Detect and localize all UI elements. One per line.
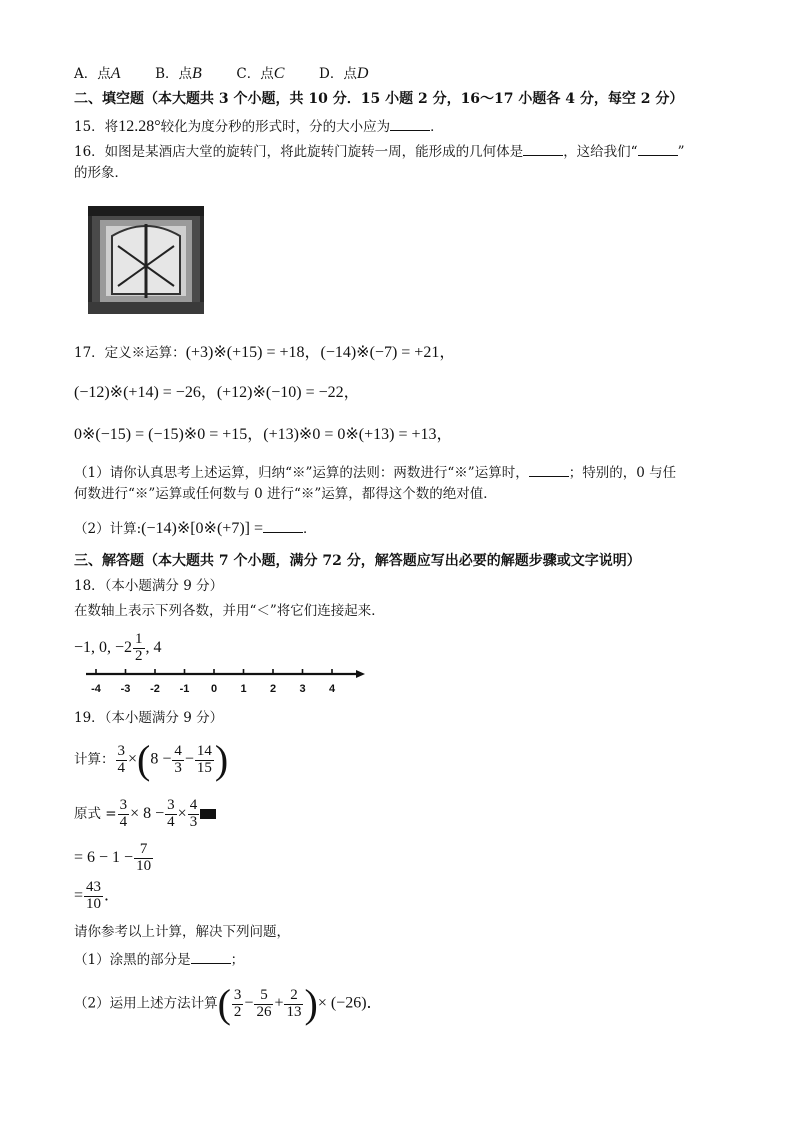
q19-expression: 计算： $\frac{3}{4}$ ×(8 − $\frac{4}{3}$ − $\frac{14}{15}$ ) — [74, 737, 229, 782]
redacted-block — [200, 809, 216, 819]
number-line-tick-label: -2 — [150, 683, 160, 695]
q16-line2: 的形象． — [74, 165, 128, 181]
q19-part2: （2）运用上述方法计算( $\frac{3}{2}$ − $\frac{5}{26}$ + $\frac{2}{13}$ )× (−26)． — [74, 981, 383, 1026]
option-a: A．点A — [74, 65, 121, 82]
q17-line3: 0※(−15) = (−15)※0 = +15，(+13)※0 = 0※(+13) = +13， — [74, 426, 453, 443]
revolving-door-image — [88, 206, 204, 314]
q19-step3: = $\frac{43}{10}$ ． — [74, 879, 121, 912]
option-d: D．点D — [319, 65, 369, 82]
q17-line2: (−12)※(+14) = −26，(+12)※(−10) = −22， — [74, 384, 360, 401]
q16-line1: 16．如图是某酒店大堂的旋转门，将此旋转门旋转一周，能形成的几何体是 ，这给我们“ ” — [74, 144, 685, 160]
q18-desc: 在数轴上表示下列各数，并用“＜”将它们连接起来． — [74, 603, 385, 619]
number-line-tick-label: 0 — [210, 683, 218, 695]
q19-part1: （1）涂黑的部分是 ； — [74, 952, 245, 968]
number-line-tick-label: -4 — [91, 683, 101, 695]
section3-title: 三、解答题（本大题共 7 个小题，满分 72 分，解答题应写出必要的解题步骤或文字说明） — [74, 553, 641, 569]
q17-part2: （2）计算:(−14)※[0※(+7)] = ． — [74, 520, 317, 537]
number-line-arrow — [356, 670, 365, 678]
q15: 15．将12.28°较化为度分秒的形式时，分的大小应为 ． — [74, 118, 444, 135]
option-b: B．点B — [155, 65, 202, 82]
q18-numbers: −1, 0, −2 $\frac{1}{2}$ , 4 — [74, 631, 162, 664]
q19-step1: 原式 = $\frac{3}{4}$ × 8 − $\frac{3}{4}$ × $\frac{4}{3}$ — [74, 798, 216, 831]
q17-part1-cont: 何数进行“※”运算或任何数与 0 进行“※”运算，都得这个数的绝对值． — [74, 486, 497, 502]
number-line-tick-label: 1 — [240, 683, 247, 695]
options-line — [74, 66, 368, 82]
q19-step2: = 6 − 1 − $\frac{7}{10}$ — [74, 841, 152, 874]
section2-title: 二、填空题（本大题共 3 个小题，共 10 分．15 小题 2 分，16～17 小题各 4 分，每空 2 分） — [74, 91, 684, 107]
option-c: C．点C — [236, 65, 285, 82]
number-line-tick-label: -3 — [120, 683, 131, 695]
q17-line1: 17．定义※运算：(+3)※(+15) = +18，(−14)※(−7) = +21， — [74, 344, 456, 361]
number-line-tick-label: 3 — [299, 683, 306, 695]
number-line-tick-label: 4 — [328, 683, 336, 695]
number-line-tick-label: 2 — [269, 683, 277, 695]
q18-head: 18．（本小题满分 9 分） — [74, 578, 224, 594]
q19-prompt: 请你参考以上计算，解决下列问题， — [74, 924, 290, 940]
q17-part1: （1）请你认真思考上述运算，归纳“※”运算的法则：两数进行“※”运算时， ；特别的，0 与任 — [74, 465, 677, 481]
number-line — [84, 666, 366, 700]
number-line-tick-label: -1 — [179, 683, 190, 695]
q19-head: 19．（本小题满分 9 分） — [74, 710, 224, 726]
